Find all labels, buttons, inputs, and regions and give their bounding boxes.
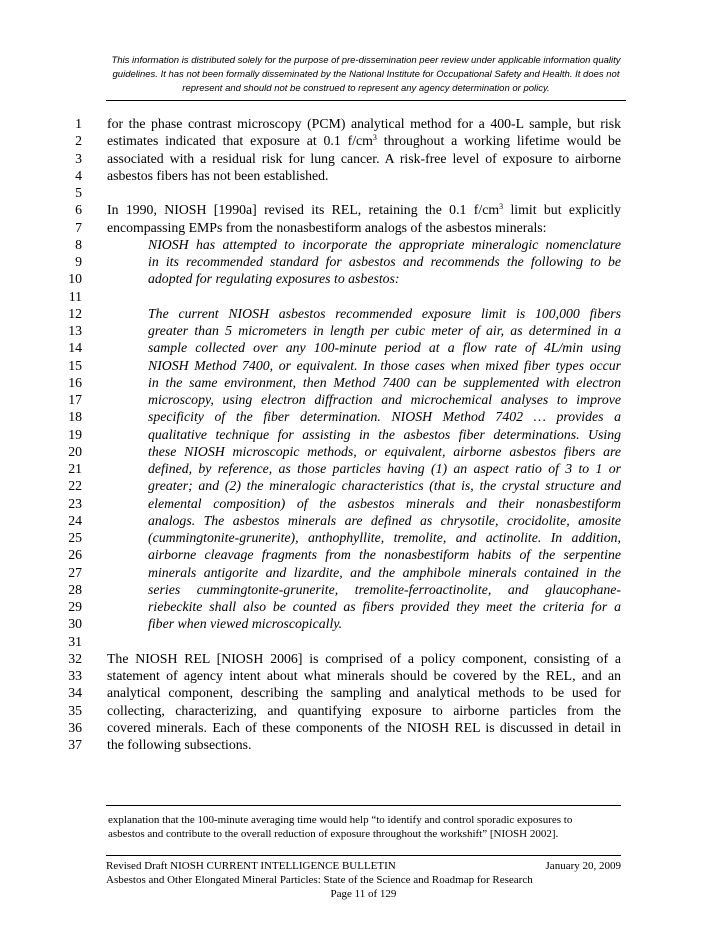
disclaimer-line: represent and should not be construed to represent any agency determination or policy. [182, 83, 550, 94]
line-text [107, 150, 621, 167]
line-number: 20 [68, 443, 82, 459]
line-number: 31 [68, 633, 82, 649]
line-number: 14 [68, 340, 82, 356]
line-text-segment: asbestos fibers has not been established. [107, 167, 329, 183]
text-line [0, 736, 728, 753]
line-text [148, 443, 621, 460]
text-line [0, 684, 728, 701]
line-number: 8 [75, 236, 82, 252]
line-text [148, 426, 621, 443]
line-number: 16 [68, 374, 82, 390]
line-number: 22 [68, 478, 82, 494]
line-text-segment: minerals antigorite and lizardite, and the amphibole minerals contained in the [148, 564, 621, 580]
line-number: 28 [68, 581, 82, 597]
line-text [107, 115, 621, 132]
line-number: 12 [68, 305, 82, 321]
line-text [107, 736, 621, 753]
line-text [148, 305, 621, 322]
line-text-segment: encompassing EMPs from the nonasbestiform analogs of the asbestos minerals: [107, 219, 547, 235]
text-line [0, 167, 728, 184]
line-text-segment: series cummingtonite-grunerite, tremolite-ferroactinolite, and glaucophane- [148, 581, 621, 597]
line-text-segment: adopted for regulating exposures to asbestos: [148, 271, 400, 287]
line-number: 34 [68, 685, 82, 701]
line-text [107, 633, 621, 650]
text-line [0, 650, 728, 667]
superscript: 3 [372, 133, 377, 143]
line-text-segment: estimates indicated that exposure at 0.1 f/cm [107, 133, 373, 149]
line-number: 33 [68, 668, 82, 683]
line-number: 29 [68, 599, 82, 614]
line-text [107, 684, 621, 701]
line-number: 9 [75, 254, 82, 269]
line-text [148, 564, 621, 581]
text-line [0, 253, 728, 270]
line-text-segment: fiber when viewed microscopically. [148, 616, 343, 632]
line-number: 27 [68, 564, 82, 580]
line-text [148, 408, 621, 425]
line-text-segment: NIOSH has attempted to incorporate the appropriate mineralogic nomenclature [148, 236, 621, 252]
text-line [0, 615, 728, 632]
line-text-segment: (cummingtonite-grunerite), anthophyllite, tremolite, and actinolite. In addition, [148, 530, 621, 545]
line-text [148, 391, 621, 408]
text-line [0, 564, 728, 581]
line-text-segment: collecting, characterizing, and quantifying exposure to airborne particles from the [107, 702, 621, 718]
line-text-segment: limit but explicitly [503, 202, 621, 218]
line-text [148, 270, 621, 287]
line-text [148, 546, 621, 563]
line-number: 18 [68, 409, 82, 425]
line-text-segment: for the phase contrast microscopy (PCM) analytical method for a 400-L sample, but risk [107, 116, 621, 131]
text-line [0, 184, 728, 201]
line-text [148, 460, 621, 477]
line-text [148, 322, 621, 339]
line-text-segment: greater than 5 micrometers in length per cubic meter of air, as determined in a [148, 323, 621, 338]
line-number: 36 [68, 719, 82, 735]
line-text-segment: riebeckite shall also be counted as fibers provided they meet the criteria for a [148, 599, 621, 614]
line-text-segment: microscopy, using electron diffraction and microchemical analyses to improve [148, 392, 621, 407]
line-number: 23 [68, 495, 82, 511]
text-line [0, 305, 728, 322]
line-text [148, 477, 621, 494]
line-number: 6 [75, 202, 82, 218]
line-text-segment: analytical component, describing the sampling and analytical methods to be used for [107, 685, 621, 701]
text-line [0, 719, 728, 736]
line-text [148, 512, 621, 529]
line-text-segment: throughout a working lifetime would be [376, 133, 621, 149]
line-text-segment: the following subsections. [107, 737, 252, 752]
line-text-segment: analogs. The asbestos minerals are defined as chrysotile, crocidolite, amosite [148, 512, 621, 528]
line-number: 15 [68, 357, 82, 373]
line-number: 11 [68, 288, 82, 304]
superscript: 3 [499, 202, 504, 212]
line-text [148, 529, 621, 546]
line-text-segment: The NIOSH REL [NIOSH 2006] is comprised of a policy component, consisting of a [107, 650, 621, 666]
footnote [108, 813, 623, 841]
text-line [0, 132, 728, 149]
text-line [0, 477, 728, 494]
line-number: 10 [68, 271, 82, 287]
line-number: 32 [68, 650, 82, 666]
text-line [0, 598, 728, 615]
body-text [0, 115, 728, 753]
text-line [0, 219, 728, 236]
text-line [0, 495, 728, 512]
line-number: 17 [68, 392, 82, 407]
line-number: 19 [68, 426, 82, 442]
text-line [0, 702, 728, 719]
line-text [107, 702, 621, 719]
line-text-segment: specificity of the fiber determination. NIOSH Method 7402 … provides a [148, 409, 621, 425]
line-number: 4 [75, 167, 82, 183]
line-text [148, 374, 621, 391]
line-text-segment: airborne cleavage fragments from the nonasbestiform habits of the serpentine [148, 547, 621, 563]
line-text-segment: greater; and (2) the mineralogic characteristics (that is, the crystal structure and [148, 478, 621, 494]
line-number: 30 [68, 616, 82, 632]
line-text [107, 667, 621, 684]
line-text [107, 184, 621, 201]
text-line [0, 512, 728, 529]
line-text [107, 132, 621, 149]
text-line [0, 426, 728, 443]
line-text-segment: elemental composition) of the asbestos minerals and their nonasbestiform [148, 495, 621, 511]
line-number: 5 [75, 185, 82, 200]
text-line [0, 236, 728, 253]
line-text [148, 339, 621, 356]
line-text [107, 219, 621, 236]
footer-title: Revised Draft NIOSH CURRENT INTELLIGENCE BULLETIN [106, 860, 396, 872]
footer-subtitle: Asbestos and Other Elongated Mineral Particles: State of the Science and Roadmap for Research [106, 874, 533, 886]
text-line [0, 201, 728, 218]
text-line [0, 391, 728, 408]
text-line [0, 288, 728, 305]
line-number: 25 [68, 530, 82, 545]
line-text [148, 598, 621, 615]
line-text-segment: associated with a residual risk for lung cancer. A risk-free level of exposure to airborne [107, 150, 621, 166]
line-text-segment: sample collected over any 100-minute period at a flow rate of 4L/min using [148, 340, 621, 356]
text-line [0, 460, 728, 477]
disclaimer-line: This information is distributed solely for the purpose of pre-dissemination peer review under applicable information quality [111, 55, 621, 66]
disclaimer-line: guidelines. It has not been formally disseminated by the National Institute for Occupational Safety and Health. It does not [112, 69, 620, 80]
footnote-divider [106, 805, 621, 806]
text-line [0, 115, 728, 132]
line-text [148, 357, 621, 374]
line-text [107, 201, 621, 218]
line-text [148, 253, 621, 270]
line-number: 24 [68, 512, 82, 528]
line-text-segment: defined, by reference, as those particles having (1) an aspect ratio of 3 to 1 or [148, 461, 621, 476]
line-text-segment: qualitative technique for assisting in the asbestos fiber determinations. Using [148, 426, 621, 442]
text-line [0, 339, 728, 356]
line-number: 21 [68, 461, 82, 476]
text-line [0, 150, 728, 167]
footer-date: January 20, 2009 [545, 860, 621, 872]
text-line [0, 408, 728, 425]
line-number: 37 [68, 737, 82, 752]
text-line [0, 322, 728, 339]
text-line [0, 581, 728, 598]
text-line [0, 667, 728, 684]
line-text [148, 615, 621, 632]
line-number: 7 [75, 219, 82, 235]
line-text [107, 167, 621, 184]
page-footer [106, 855, 621, 901]
text-line [0, 546, 728, 563]
line-text-segment: in the same environment, then Method 7400 can be supplemented with electron [148, 374, 621, 390]
page-number: Page 11 of 129 [330, 888, 397, 900]
line-number: 2 [75, 133, 82, 149]
line-number: 13 [68, 323, 82, 338]
line-text [148, 236, 621, 253]
footnote-line: explanation that the 100-minute averaging time would help “to identify and control sporadic exposures to [108, 814, 573, 826]
text-line [0, 374, 728, 391]
line-text-segment: In 1990, NIOSH [1990a] revised its REL, retaining the 0.1 f/cm [107, 202, 500, 218]
disclaimer-header [106, 54, 626, 101]
line-text-segment: The current NIOSH asbestos recommended exposure limit is 100,000 fibers [148, 305, 621, 321]
line-text [107, 719, 621, 736]
line-text-segment: covered minerals. Each of these components of the NIOSH REL is discussed in detail in [107, 719, 621, 735]
text-line [0, 443, 728, 460]
text-line [0, 357, 728, 374]
line-text-segment: in its recommended standard for asbestos and recommends the following to be [148, 254, 621, 269]
text-line [0, 529, 728, 546]
line-number: 3 [75, 150, 82, 166]
line-text [148, 495, 621, 512]
line-text [148, 581, 621, 598]
line-text [107, 288, 621, 305]
line-text [107, 650, 621, 667]
text-line [0, 633, 728, 650]
line-text-segment: these NIOSH microscopic methods, or equivalent, airborne asbestos fibers are [148, 443, 621, 459]
footnote-line: asbestos and contribute to the overall reduction of exposure throughout the workshift” [NIOSH 2002]. [108, 828, 559, 840]
line-number: 1 [75, 116, 82, 131]
line-text-segment: statement of agency intent about what minerals should be covered by the REL, and an [107, 668, 621, 683]
line-number: 26 [68, 547, 82, 563]
line-number: 35 [68, 702, 82, 718]
line-text-segment: NIOSH Method 7400, or equivalent. In those cases when mixed fiber types occur [148, 357, 621, 373]
text-line [0, 270, 728, 287]
